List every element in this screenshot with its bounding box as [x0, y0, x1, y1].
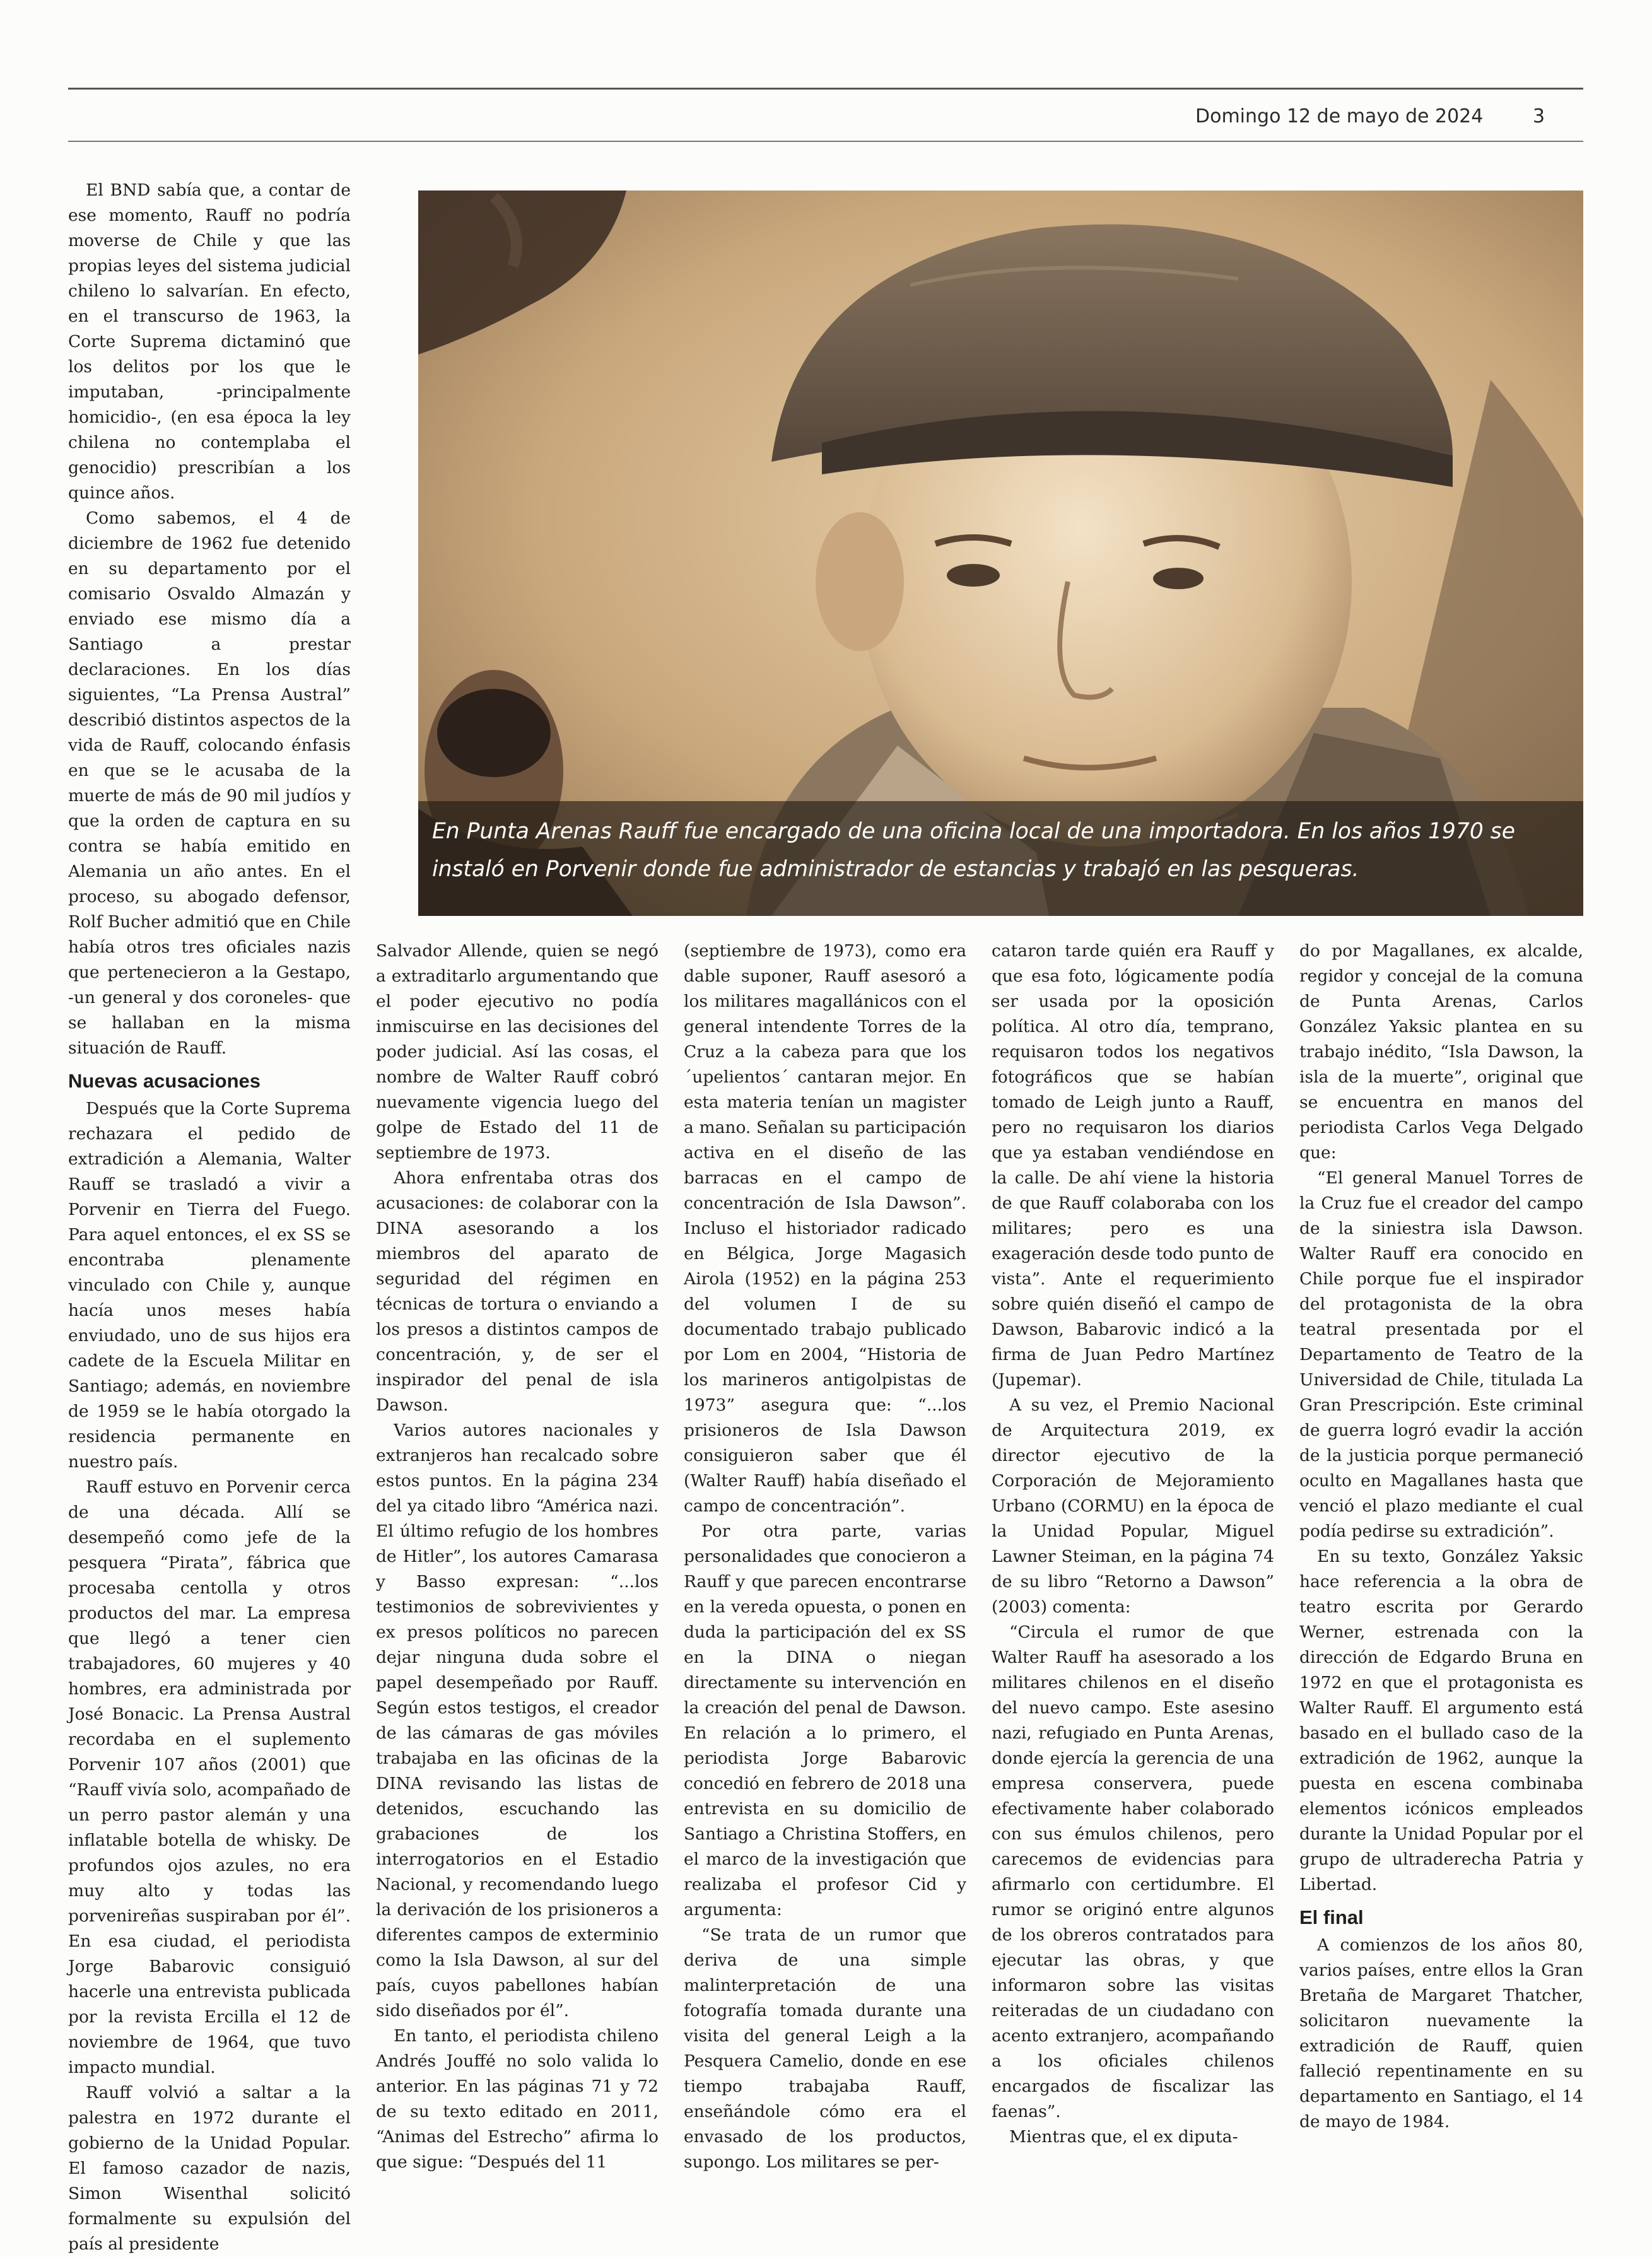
paragraph: El BND sabía que, a contar de ese momento, Rauff no podría moverse de Chile y que las propias leyes del sistema judicial chileno lo salvarían. En efecto, en el transcurso de 1963, la Corte Suprema dictaminó que los delitos por los que le imputaban, -principalmente homicidio-, (en esa época la ley chilena no contemplaba el genocidio) prescribían a los quince años. [68, 180, 351, 503]
photo-caption: En Punta Arenas Rauff fue encargado de una oficina local de una importadora. En los años 1970 se instaló en Porvenir donde fue administrador de estancias y trabajó en las pesqueras. [432, 819, 1515, 882]
paragraph: Como sabemos, el 4 de diciembre de 1962 fue detenido en su departamento por el comisario Osvaldo Almazán y enviado ese mismo día a Santiago a prestar declaraciones. En los días siguientes, “La Prensa Austral” describió distintos aspectos de la vida de Rauff, colocando énfasis en que se le acusaba de la muerte de más de 90 mil judíos y que la orden de captura en su contra se había emitido en Alemania un año antes. En el proceso, su abogado defensor, Rolf Bucher admitió que en Chile había otros tres oficiales nazis que pertenecieron a la Gestapo, -un general y dos coroneles- que se hallaban en la misma situación de Rauff. [68, 508, 351, 1058]
article-column-5 [1299, 939, 1583, 2152]
paragraph: (septiembre de 1973), como era dable suponer, Rauff asesoró a los militares magallánicos con el general intendente Torres de la Cruz a la cabeza para que los ´upelientos´ cantaran mejor. En esta materia tenían un magister a mano. Señalan su participación activa en el diseño de las barracas en el campo de concentración de Isla Dawson”. Incluso el historiador radicado en Bélgica, Jorge Magasich Airola (1952) en la página 253 del volumen I de su documentado trabajo publicado por Lom en 2004, “Historia de los marineros antigolpistas de 1973” asegura que: “...los prisioneros de Isla Dawson consiguieron saber que él (Walter Rauff) había diseñado el campo de concentración”. [684, 941, 966, 1516]
article-column-2 [376, 939, 659, 2172]
article-column-1 [68, 178, 351, 2254]
paragraph: Después que la Corte Suprema rechazara el pedido de extradición a Alemania, Walter Rauff se trasladó a vivir a Porvenir en Tierra del Fuego. Para aquel entonces, el ex SS se encontraba plenamente vinculado con Chile y, aunque hacía unos meses había enviudado, uno de sus hijos era cadete de la Escuela Militar en Santiago; además, en noviembre de 1959 se le había otorgado la residencia permanente en nuestro país. [68, 1099, 351, 1472]
paragraph: Ahora enfrentaba otras dos acusaciones: de colaborar con la DINA asesorando a los miembros del aparato de seguridad del régimen en técnicas de tortura o enviando a los presos a distintos campos de concentración, y, de ser el inspirador del penal de isla Dawson. [376, 1168, 659, 1415]
subheading-nuevas-acusaciones: Nuevas acusaciones [68, 1070, 261, 1092]
article-column-4 [992, 939, 1274, 2152]
caption-overlay [418, 801, 1583, 916]
paragraph: Mientras que, el ex diputa- [1009, 2127, 1238, 2147]
paragraph: Rauff volvió a saltar a la palestra en 1972 durante el gobierno de la Unidad Popular. El famoso cazador de nazis, Simon Wisenthal solicitó formalmente su expulsión del país al presidente [68, 2083, 351, 2254]
paragraph: En su texto, González Yaksic hace referencia a la obra de teatro escrita por Gerardo Werner, estrenada con la dirección de Edgardo Bruna en 1972 en que el protagonista es Walter Rauff. El argumento está basado en el bullado caso de la extradición de 1962, aunque la puesta en escena combinaba elementos icónicos empleados durante la Unidad Popular por el grupo de ultraderecha Patria y Libertad. [1299, 1547, 1583, 1894]
paragraph: Salvador Allende, quien se negó a extraditarlo argumentando que el poder ejecutivo no podía inmiscuirse en las decisiones del poder judicial. Así las cosas, el nombre de Walter Rauff cobró nuevamente vigencia luego del golpe de Estado del 11 de septiembre de 1973. [376, 941, 659, 1163]
paragraph: “Se trata de un rumor que deriva de una simple malinterpretación de una fotografía tomada durante una visita del general Leigh a la Pesquera Camelio, donde en ese tiempo trabajaba Rauff, enseñándole cómo era el envasado de los productos, supongo. Los militares se per- [684, 1925, 966, 2172]
paragraph: En tanto, el periodista chileno Andrés Jouffé no solo valida lo anterior. En las páginas 71 y 72 de su texto editado en 2011, “Animas del Estrecho” afirma lo que sigue: “Después del 11 [376, 2026, 659, 2172]
paragraph: Rauff estuvo en Porvenir cerca de una década. Allí se desempeñó como jefe de la pesquera “Pirata”, fábrica que procesaba centolla y otros productos del mar. La empresa que llegó a tener cien trabajadores, 60 mujeres y 40 hombres, era administrada por José Bonacic. La Prensa Austral recordaba en el suplemento Porvenir 107 años (2001) que “Rauff vivía solo, acompañado de un perro pastor alemán y una inflatable botella de whisky. De profundos ojos azules, no era muy alto y todas las porvenireñas suspiraban por él”. En esa ciudad, el periodista Jorge Babarovic consiguió hacerle una entrevista publicada por la revista Ercilla el 12 de noviembre de 1964, que tuvo impacto mundial. [68, 1477, 351, 2077]
article-photo [418, 191, 1583, 916]
header-top-rule [68, 88, 1583, 90]
paragraph: Varios autores nacionales y extranjeros han recalcado sobre estos puntos. En la página 234 del ya citado libro “América nazi. El último refugio de los hombres de Hitler”, los autores Camarasa y Basso expresan: “...los testimonios de sobrevivientes y ex presos políticos no parecen dejar ninguna duda sobre el papel desempeñado por Rauff. Según estos testigos, el creador de las cámaras de gas móviles trabajaba en las oficinas de la DINA revisando las listas de detenidos, escuchando las grabaciones de los interrogatorios en el Estadio Nacional, y recomendando luego la derivación de los prisioneros a diferentes campos de exterminio como la Isla Dawson, al sur del país, cuyos pabellones habían sido diseñados por él”. [376, 1421, 659, 2020]
paragraph: “El general Manuel Torres de la Cruz fue el creador del campo de la siniestra isla Dawson. Walter Rauff era conocido en Chile porque fue el inspirador del protagonista de la obra teatral presentada por el Departamento de Teatro de la Universidad de Chile, titulada La Gran Prescripción. Este criminal de guerra logró evadir la acción de la justicia porque permaneció oculto en Magallanes hasta que venció el plazo mediante el cual podía pedirse su extradición”. [1299, 1168, 1583, 1541]
paragraph: “Circula el rumor de que Walter Rauff ha asesorado a los militares chilenos en el diseño del nuevo campo. Este asesino nazi, refugiado en Punta Arenas, donde ejercía la gerencia de una empresa conservera, puede efectivamente haber colaborado con sus émulos chilenos, pero carecemos de evidencias para afirmarlo con certidumbre. El rumor se originó entre algunos de los obreros contratados para ejecutar las obras, y que informaron sobre las visitas reiteradas de un ciudadano con acento extranjero, acompañando a los oficiales chilenos encargados de fiscalizar las faenas”. [992, 1622, 1274, 2121]
paragraph: A comienzos de los años 80, varios países, entre ellos la Gran Bretaña de Margaret Thatcher, solicitaron nuevamente la extradición de Rauff, quien falleció repentinamente en su departamento en Santiago, el 14 de mayo de 1984. [1299, 1935, 1583, 2131]
header-bottom-rule [68, 141, 1583, 142]
issue-date: Domingo 12 de mayo de 2024 [1195, 105, 1484, 127]
page-number: 3 [1533, 105, 1545, 127]
paragraph: Por otra parte, varias personalidades que conocieron a Rauff y que parecen encontrarse en la vereda opuesta, o ponen en duda la participación del ex SS en la DINA o niegan directamente su intervención en la creación del penal de Dawson. En relación a lo primero, el periodista Jorge Babarovic concedió en febrero de 2018 una entrevista en su domicilio de Santiago a Christina Stoffers, en el marco de la investigación que realizaba el profesor Cid y argumenta: [684, 1521, 966, 1920]
article-column-3 [684, 939, 966, 2172]
paragraph: A su vez, el Premio Nacional de Arquitectura 2019, ex director ejecutivo de la Corporación de Mejoramiento Urbano (CORMU) en la época de la Unidad Popular, Miguel Lawner Steiman, en la página 74 de su libro “Retorno a Dawson” (2003) comenta: [992, 1395, 1274, 1617]
subheading-el-final: El final [1299, 1906, 1364, 1928]
paragraph: do por Magallanes, ex alcalde, regidor y concejal de la comuna de Punta Arenas, Carlos González Yaksic plantea en su trabajo inédito, “Isla Dawson, la isla de la muerte”, original que se encuentra en manos del periodista Carlos Vega Delgado que: [1299, 941, 1583, 1163]
paragraph: cataron tarde quién era Rauff y que esa foto, lógicamente podía ser usada por la oposición política. Al otro día, temprano, requisaron todos los negativos fotográficos que se habían tomado de Leigh junto a Rauff, pero no requisaron los diarios que ya estaban vendiéndose en la calle. De ahí viene la historia de que Rauff colaboraba con los militares; pero es una exageración desde todo punto de vista”. Ante el requerimiento sobre quién diseñó el campo de Dawson, Babarovic indicó a la firma de Juan Pedro Martínez (Jupemar). [992, 941, 1274, 1390]
